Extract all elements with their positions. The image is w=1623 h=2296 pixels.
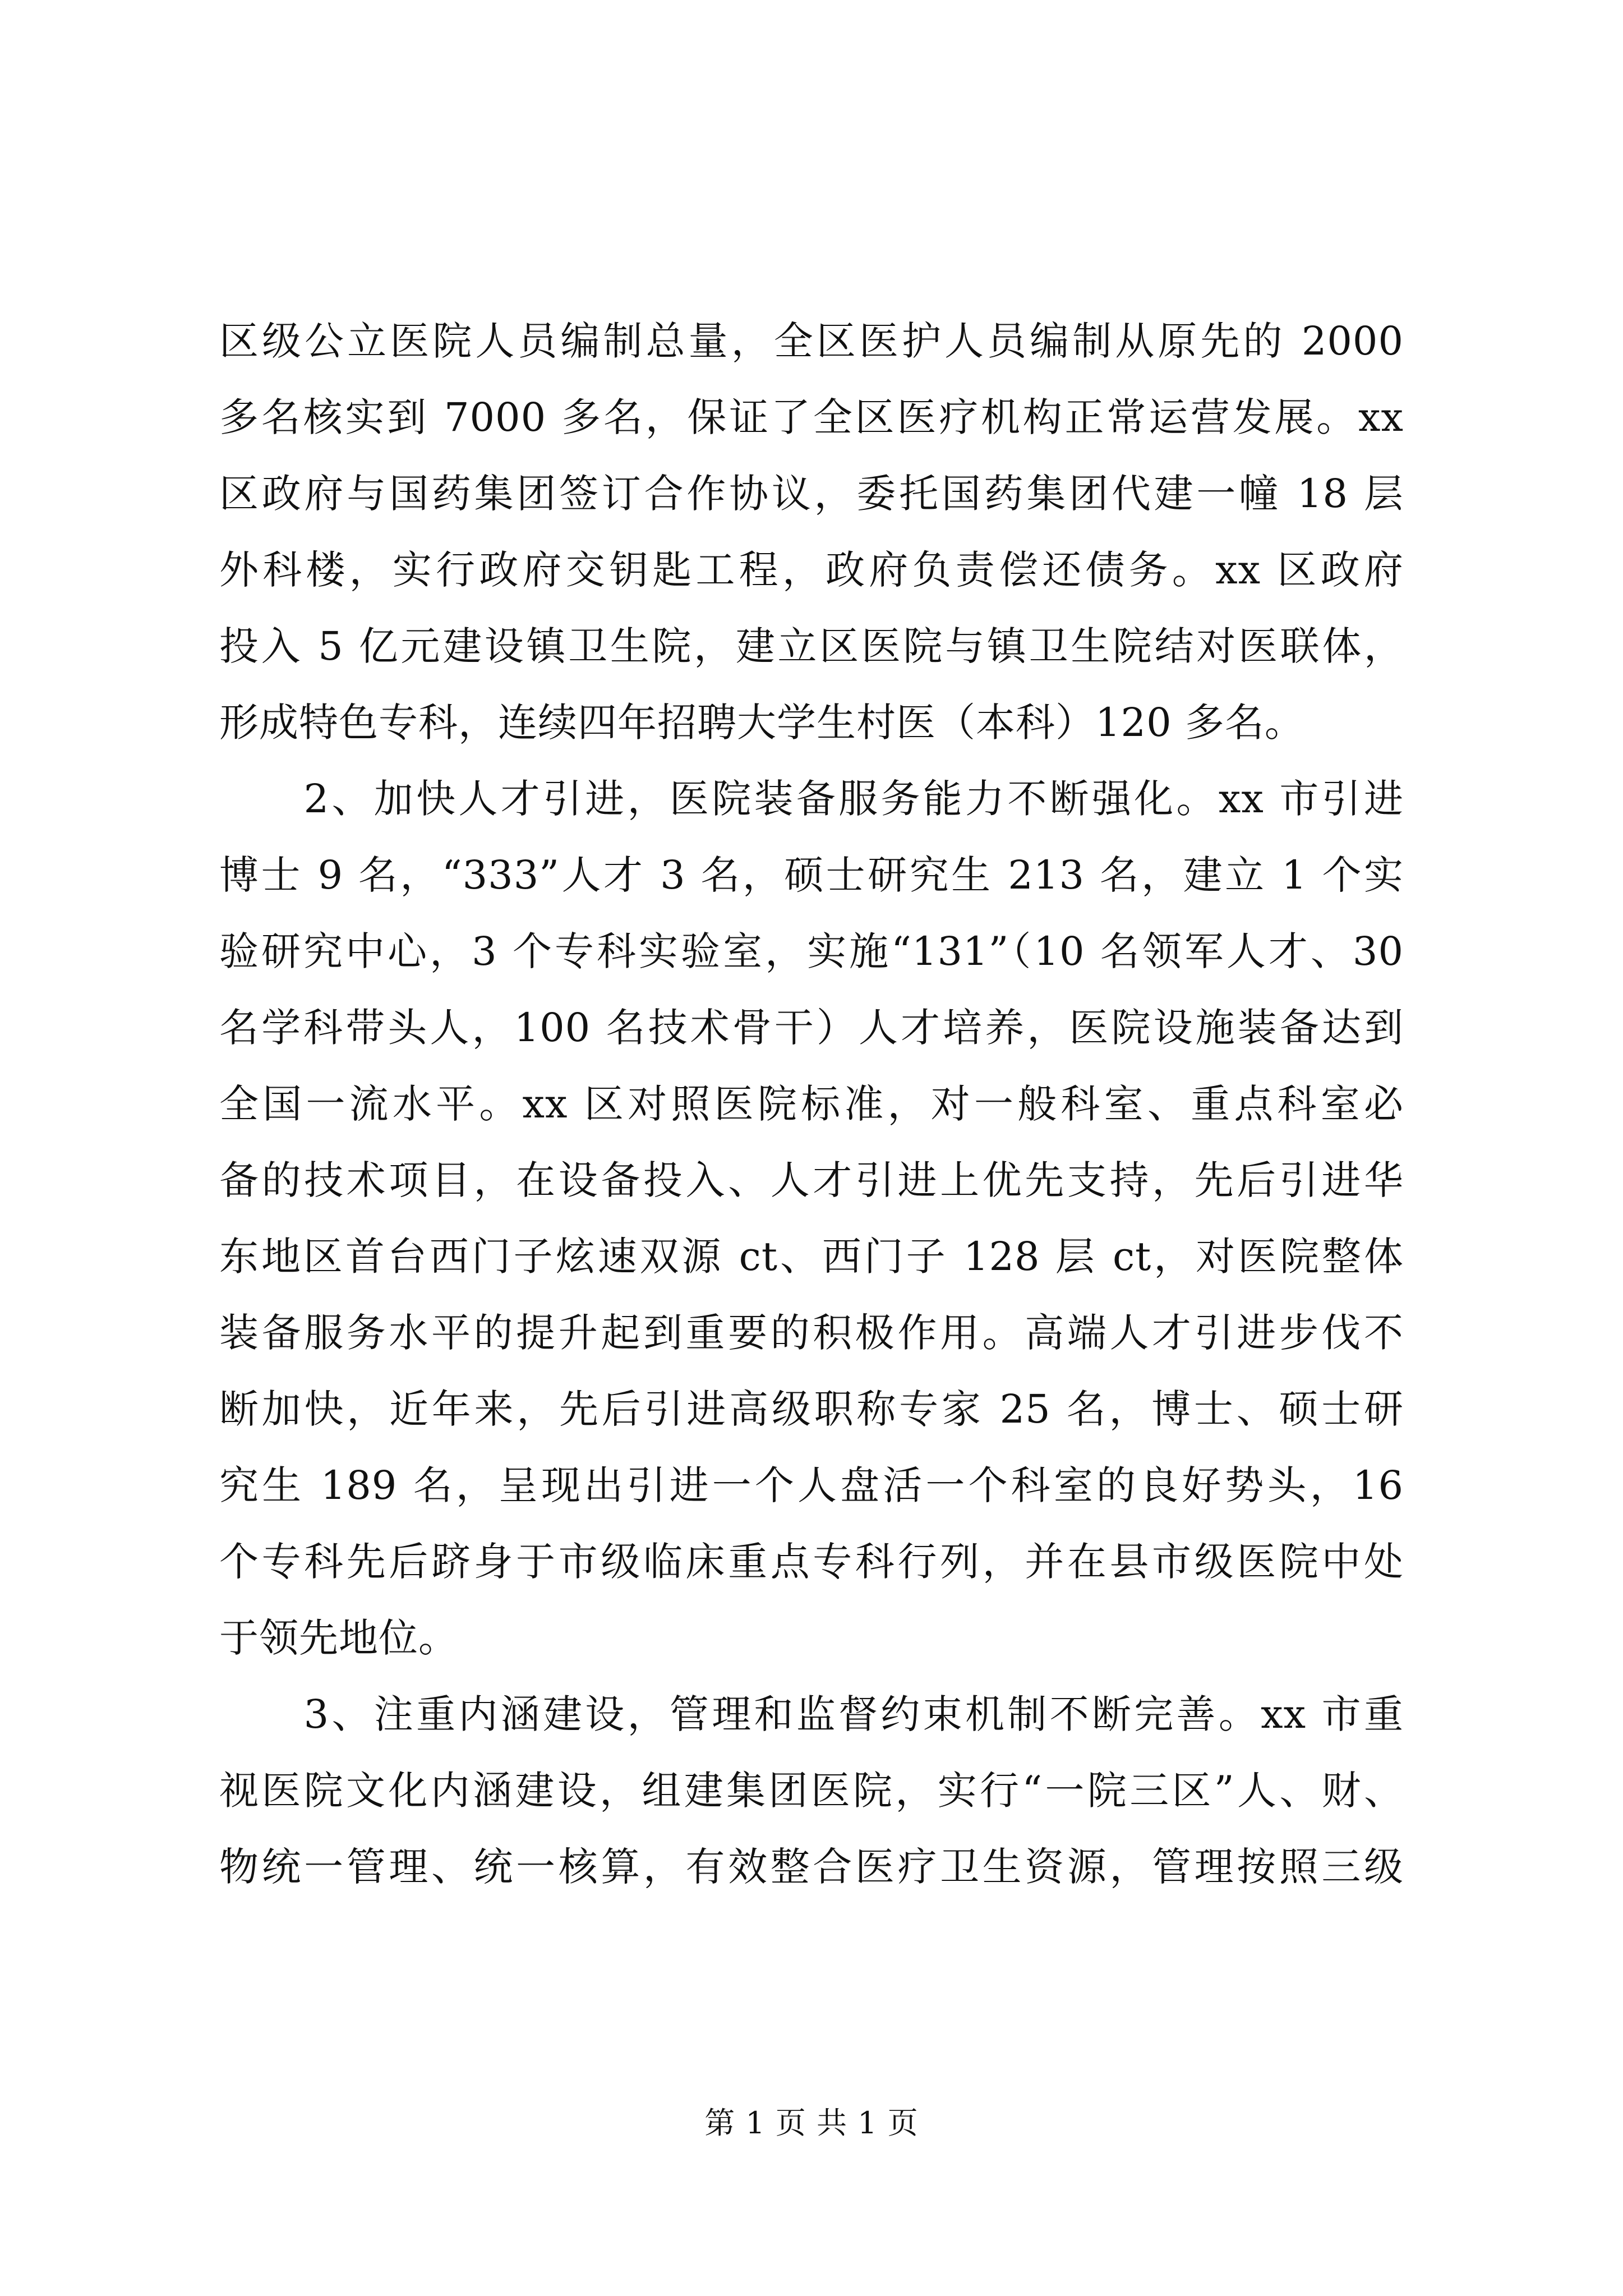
- page-footer: 第 1 页 共 1 页: [704, 2105, 919, 2141]
- text-line: 于领先地位。: [219, 1615, 458, 1661]
- text-line: 视医院文化内涵建设，组建集团医院，实行“一院三区”人、财、: [219, 1768, 1404, 1814]
- text-line: 形成特色专科，连续四年招聘大学生村医（本科）120 多名。: [219, 700, 1304, 746]
- text-line: 全国一流水平。xx 区对照医院标准，对一般科室、重点科室必: [219, 1081, 1404, 1127]
- text-line: 东地区首台西门子炫速双源 ct、西门子 128 层 ct，对医院整体: [219, 1234, 1404, 1280]
- text-line: 个专科先后跻身于市级临床重点专科行列，并在县市级医院中处: [219, 1539, 1404, 1585]
- paragraph-1: [219, 303, 1404, 761]
- text-line: 断加快，近年来，先后引进高级职称专家 25 名，博士、硕士研: [219, 1386, 1404, 1432]
- text-line: 2、加快人才引进，医院装备服务能力不断强化。xx 市引进: [219, 776, 1404, 822]
- text-line: 多名核实到 7000 多名，保证了全区医疗机构正常运营发展。xx: [219, 394, 1404, 440]
- text-line: 投入 5 亿元建设镇卫生院，建立区医院与镇卫生院结对医联体，: [219, 623, 1404, 669]
- text-line: 名学科带头人，100 名技术骨干）人才培养，医院设施装备达到: [219, 1005, 1404, 1051]
- text-line: 备的技术项目，在设备投入、人才引进上优先支持，先后引进华: [219, 1157, 1404, 1203]
- text-line: 验研究中心，3 个专科实验室，实施“131”（10 名领军人才、30: [219, 928, 1404, 974]
- text-line: 装备服务水平的提升起到重要的积极作用。高端人才引进步伐不: [219, 1310, 1404, 1356]
- paragraph-2: [219, 761, 1404, 1676]
- text-line: 3、注重内涵建设，管理和监督约束机制不断完善。xx 市重: [219, 1691, 1404, 1737]
- text-line: 物统一管理、统一核算，有效整合医疗卫生资源，管理按照三级: [219, 1844, 1404, 1890]
- document-body: [219, 303, 1404, 1905]
- text-line: 博士 9 名，“333”人才 3 名，硕士研究生 213 名，建立 1 个实: [219, 852, 1404, 898]
- text-line: 究生 189 名，呈现出引进一个人盘活一个科室的良好势头，16: [219, 1462, 1404, 1508]
- text-line: 区政府与国药集团签订合作协议，委托国药集团代建一幢 18 层: [219, 471, 1404, 517]
- text-line: 区级公立医院人员编制总量，全区医护人员编制从原先的 2000: [219, 318, 1404, 364]
- paragraph-3: [219, 1676, 1404, 1905]
- text-line: 外科楼，实行政府交钥匙工程，政府负责偿还债务。xx 区政府: [219, 547, 1404, 593]
